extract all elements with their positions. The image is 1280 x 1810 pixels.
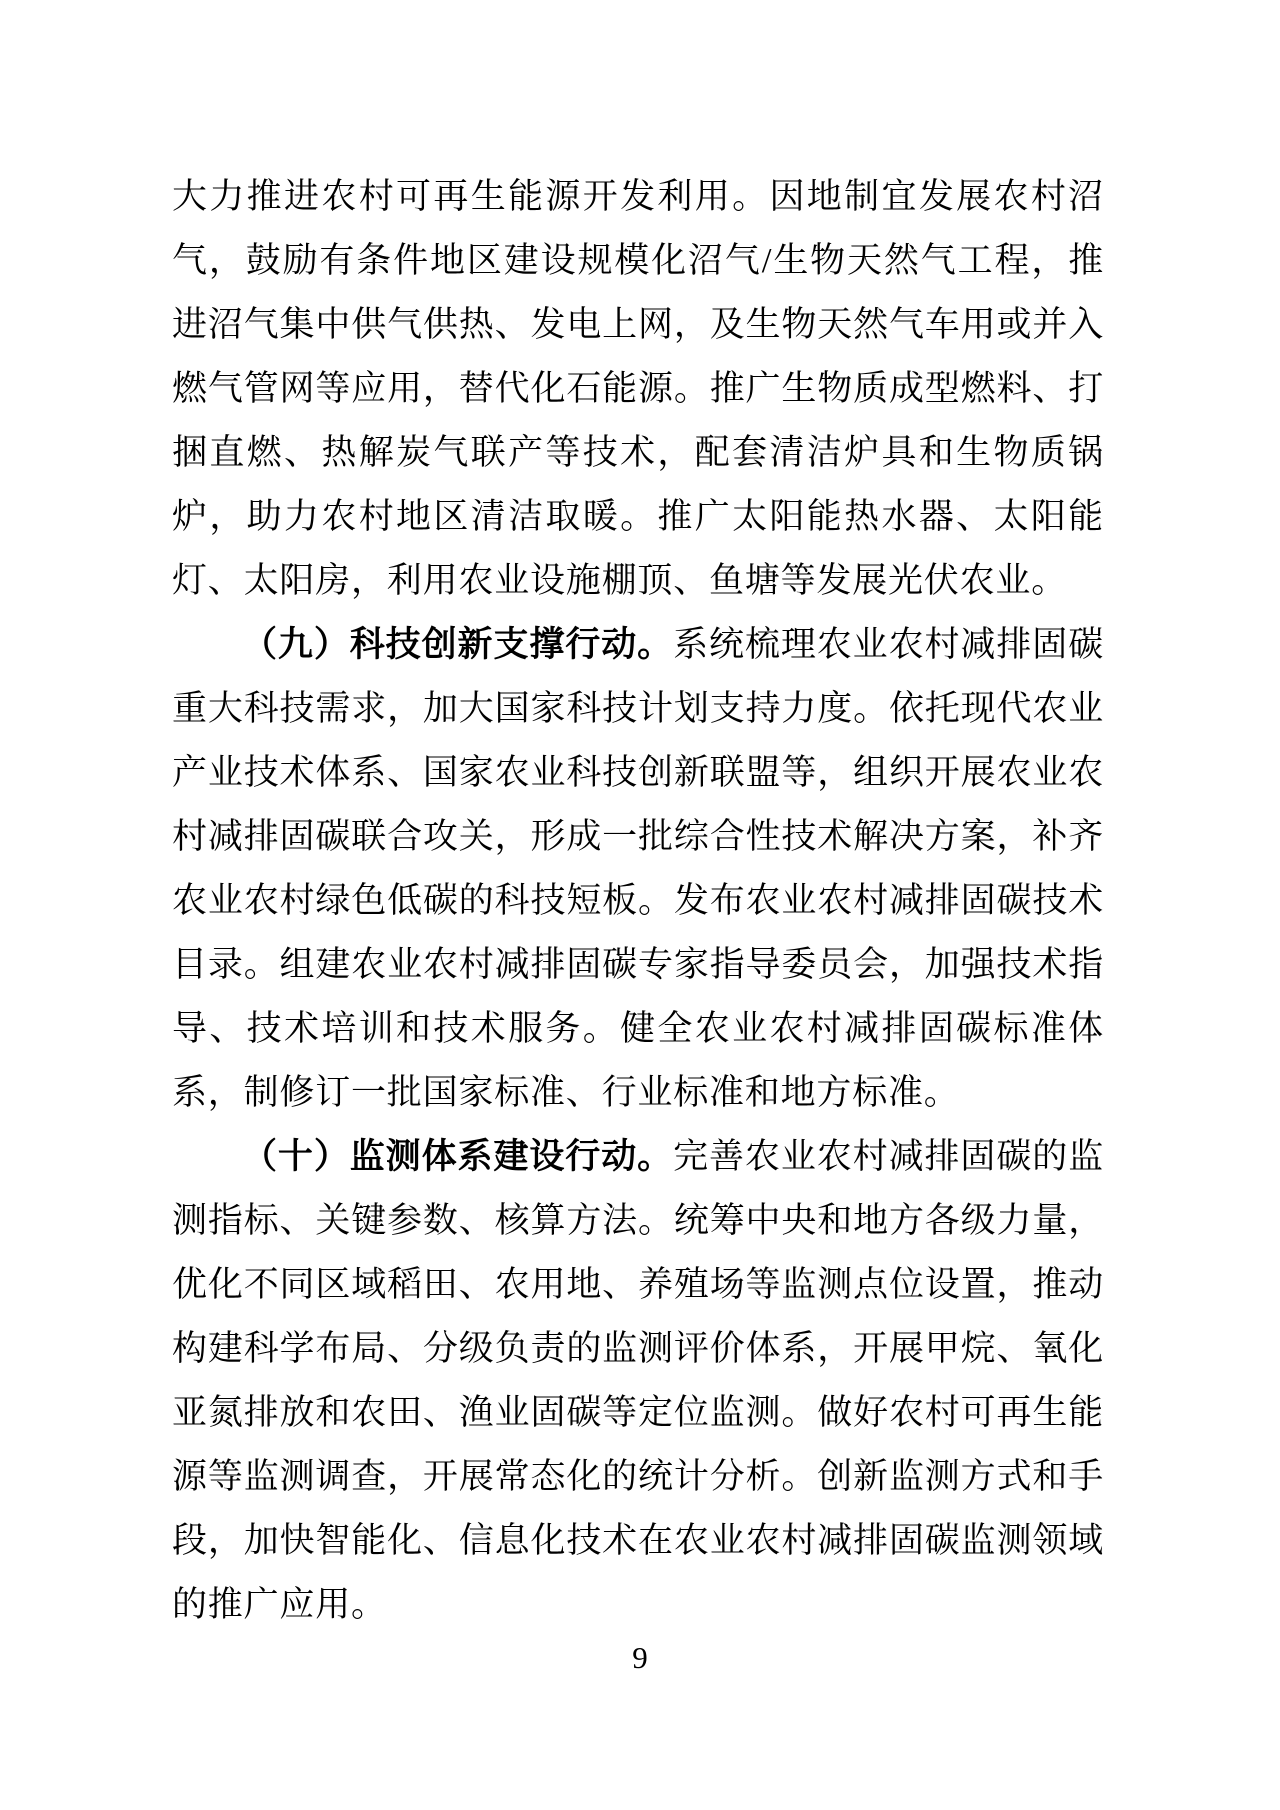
section-heading-9: （九）科技创新支撑行动。 [242, 625, 674, 664]
paragraph-text: 完善农业农村减排固碳的监测指标、关键参数、核算方法。统筹中央和地方各级力量，优化不同区域稻田、农用地、养殖场等监测点位设置，推动构建科学布局、分级负责的监测评价体系，开展甲烷、氧化亚氮排放和农田、渔业固碳等定位监测。做好农村可再生能源等监测调查，开展常态化的统计分析。创新监测方式和手段，加快智能化、信息化技术在农业农村减排固碳监测领域的推广应用。 [172, 1137, 1104, 1624]
document-body [172, 165, 1104, 1637]
paragraph-renewable-energy [172, 165, 1104, 613]
section-heading-10: （十）监测体系建设行动。 [242, 1137, 674, 1176]
paragraph-text: 系统梳理农业农村减排固碳重大科技需求，加大国家科技计划支持力度。依托现代农业产业技术体系、国家农业科技创新联盟等，组织开展农业农村减排固碳联合攻关，形成一批综合性技术解决方案，补齐农业农村绿色低碳的科技短板。发布农业农村减排固碳技术目录。组建农业农村减排固碳专家指导委员会，加强技术指导、技术培训和技术服务。健全农业农村减排固碳标准体系，制修订一批国家标准、行业标准和地方标准。 [172, 625, 1104, 1112]
page-number: 9 [632, 1640, 648, 1675]
paragraph-section-10 [172, 1125, 1104, 1637]
paragraph-section-9 [172, 613, 1104, 1125]
paragraph-text: 大力推进农村可再生能源开发利用。因地制宜发展农村沼气，鼓励有条件地区建设规模化沼气/生物天然气工程，推进沼气集中供气供热、发电上网，及生物天然气车用或并入燃气管网等应用，替代化石能源。推广生物质成型燃料、打捆直燃、热解炭气联产等技术，配套清洁炉具和生物质锅炉，助力农村地区清洁取暖。推广太阳能热水器、太阳能灯、太阳房，利用农业设施棚顶、鱼塘等发展光伏农业。 [172, 177, 1104, 600]
